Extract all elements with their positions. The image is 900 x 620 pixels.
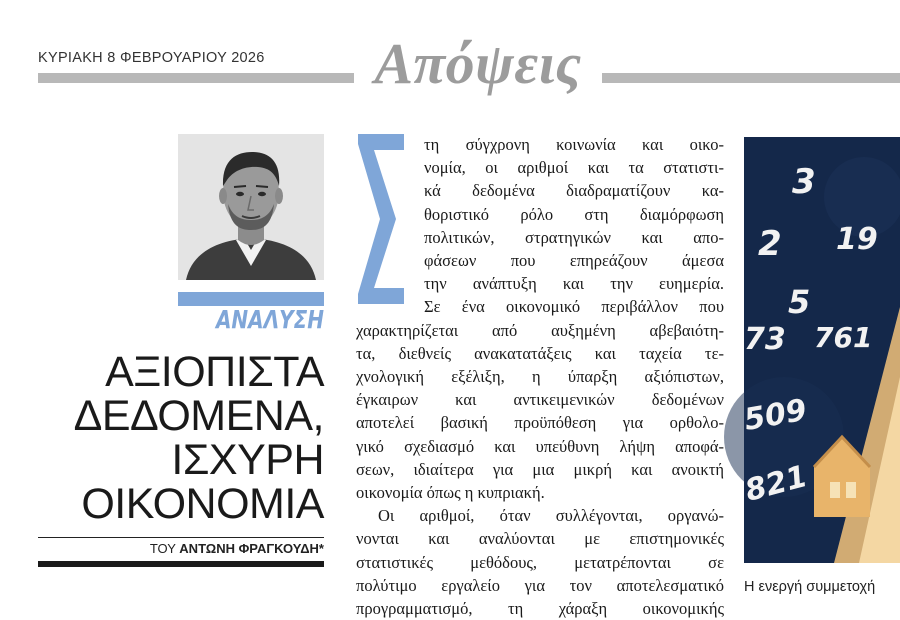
body-line: Οι αριθμοί, όταν συλλέγονται, οργανώ- [378, 506, 724, 526]
article-byline [38, 541, 324, 557]
body-line: νομία, οι αριθμοί και τα στατιστι- [424, 158, 724, 178]
headline-line: ΟΙΚΟΝΟΜΙΑ [81, 480, 324, 528]
byline-rule-bottom [38, 561, 324, 567]
body-line: την ανάπτυξη και την ευημερία. [424, 274, 724, 294]
body-line: πολύτιμο εργαλείο για τον αποτελεσματικό [356, 575, 724, 595]
illus-number: 761 [814, 321, 873, 354]
body-line: αποτελεί βασική προϋπόθεση για ορθολο- [356, 413, 724, 433]
illus-number: 509 [741, 392, 810, 439]
article-kicker: ΑΝΑΛΥΣΗ [215, 305, 324, 334]
body-line: φάσεων που επηρεάζουν άμεσα [424, 251, 724, 271]
body-line: Σε ένα οικονομικό περιβάλλον που [424, 297, 724, 317]
body-line: οικονομία όπως η κυπριακή. [356, 483, 545, 503]
body-line: γικό σχεδιασμό και υπεύθυνη λήψη αποφά- [356, 436, 724, 456]
illus-number: 3 [792, 162, 816, 202]
masthead-rule-left [38, 73, 354, 83]
headline-line: ΑΞΙΟΠΙΣΤΑ [105, 348, 324, 396]
illus-number: 73 [744, 322, 786, 357]
body-line: θοριστικό ρόλο στη διαμόρφωση [424, 204, 724, 224]
illus-number: 5 [788, 283, 811, 321]
body-line: χνολογική εξέλιξη, η ύπαρξη αξιόπιστων, [356, 367, 724, 387]
numbers-illustration [741, 137, 900, 563]
issue-date: ΚΥΡΙΑΚΗ 8 ΦΕΒΡΟΥΑΡΙΟΥ 2026 [38, 50, 265, 66]
body-line: τα, διεθνείς ανακατατάξεις και ταχεία τε- [356, 343, 724, 363]
body-line: τη σύγχρονη κοινωνία και οικο- [424, 135, 724, 154]
illus-number: 821 [741, 458, 812, 509]
headline-line: ΙΣΧΥΡΗ [171, 436, 324, 484]
author-portrait [178, 134, 324, 280]
body-line: χαρακτηρίζεται από αυξημένη αβεβαιότη- [356, 320, 724, 340]
body-line: κά δεδομένα διαδραματίζουν κα- [424, 181, 724, 201]
kicker-bar [178, 292, 324, 306]
masthead-rule-right [602, 73, 900, 83]
illus-number: 19 [836, 222, 878, 257]
article-body [356, 133, 724, 620]
illustration-caption: Η ενεργή συμμετοχή [744, 579, 876, 595]
body-line: έγκαιρων και αντικειμενικών δεδομένων [356, 390, 724, 410]
author-name: ΑΝΤΩΝΗ ΦΡΑΓΚΟΥΔΗ* [179, 541, 324, 556]
body-line: προγραμματισμό, τη χάραξη οικονομικής [356, 599, 724, 619]
section-title: Απόψεις [374, 31, 582, 96]
body-line: νονται και αναλύονται με επιστημονικές [356, 529, 724, 549]
byline-rule-top [38, 537, 324, 538]
body-line: σεων, ιδιαίτερα για μια μικρή και ανοικτή [356, 459, 724, 479]
illus-number: 2 [758, 224, 782, 264]
body-line: στατιστικές μεθόδους, μετατρέπονται σε [356, 552, 724, 572]
headline-line: ΔΕΔΟΜΕΝΑ, [73, 392, 324, 440]
body-line: πολιτικών, στρατηγικών και απο- [424, 227, 724, 247]
byline-prefix: ΤΟΥ [149, 541, 180, 556]
article-headline [38, 350, 324, 526]
